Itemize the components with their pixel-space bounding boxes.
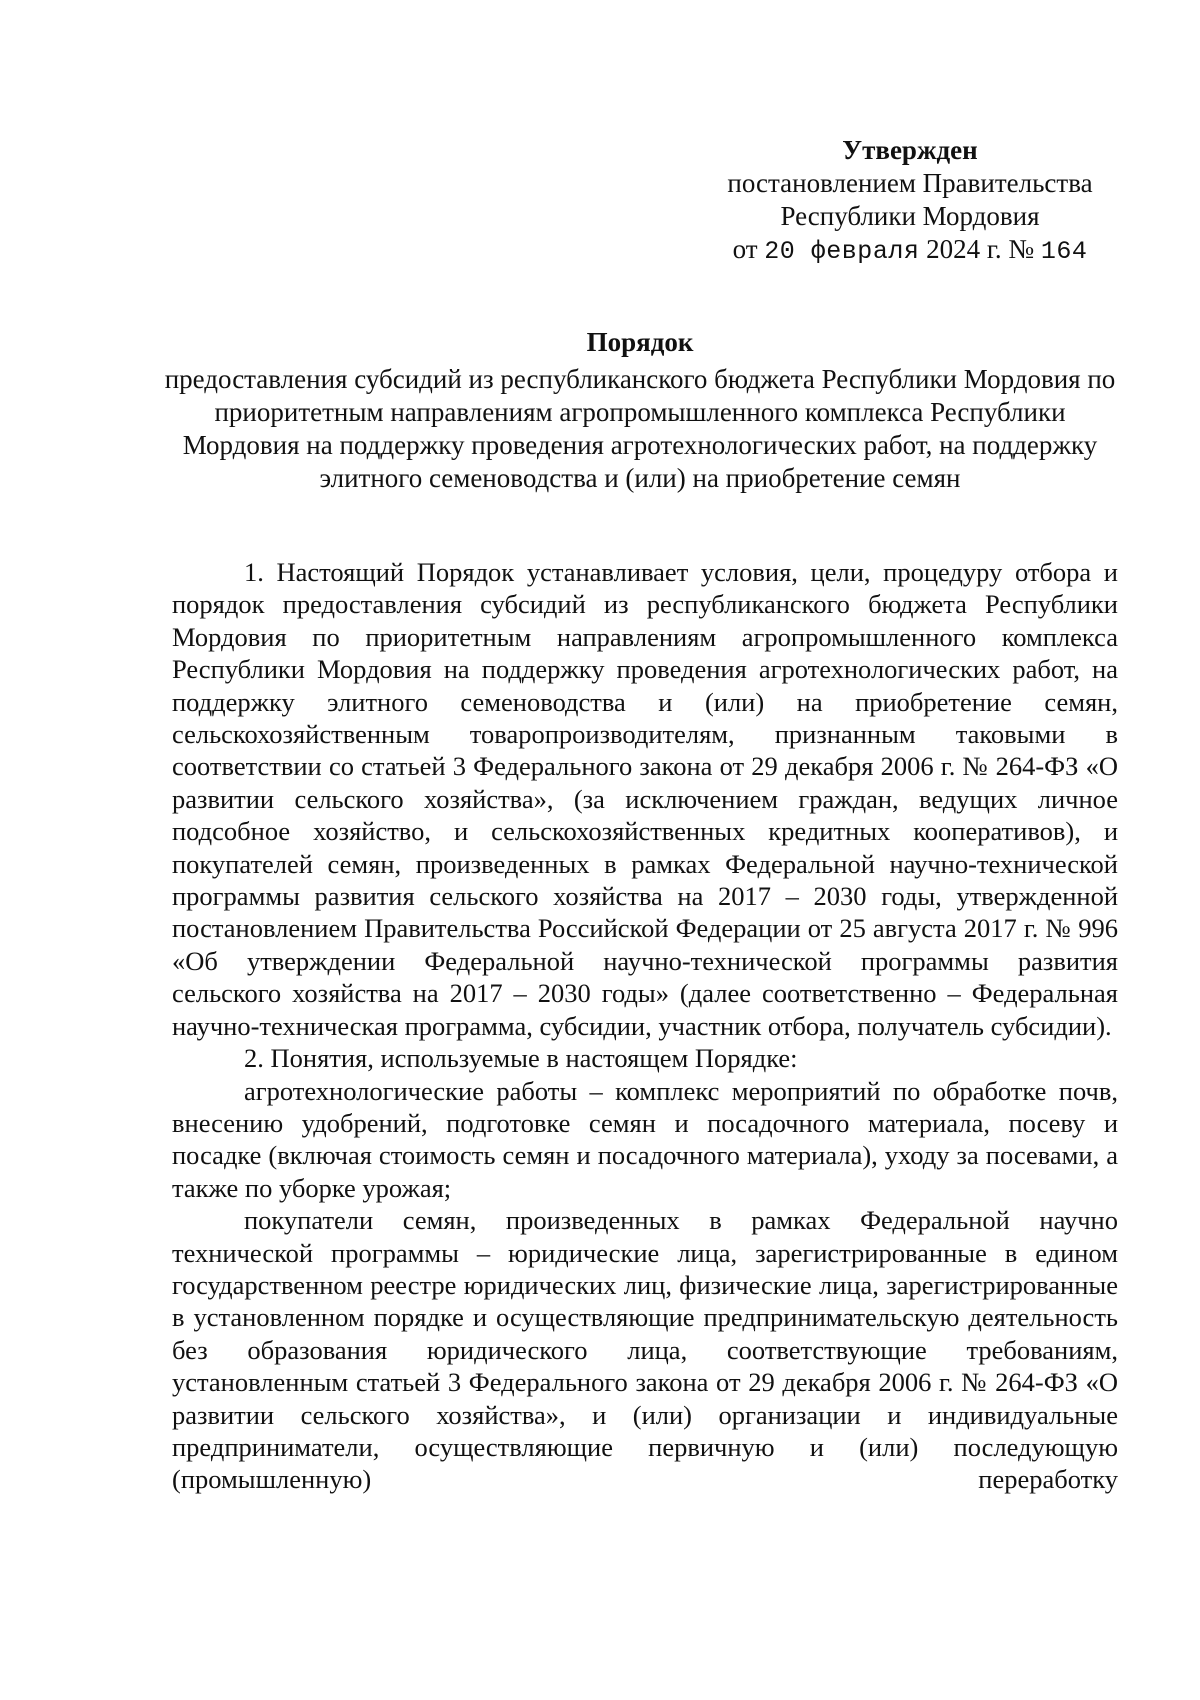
document-heading: Порядок	[586, 327, 694, 357]
document-subtitle: предоставления субсидий из республиканского бюджета Республики Мордовия по приоритетным направлениям агропромышленного комплекса Республики Мордовия на поддержку проведения агротехнологических работ, на поддержку элитного семеноводства и (или) на приобретение семян	[164, 364, 1116, 493]
document-title	[160, 326, 1120, 495]
paragraph-3: агротехнологические работы – комплекс мероприятий по обработке почв, внесению удобрений, подготовке семян и посадочного материала, посеву и посадке (включая стоимость семян и посадочного материала), уходу за посевами, а также по уборке урожая;	[172, 1075, 1118, 1203]
date-year: 2024 г. №	[926, 234, 1035, 264]
approval-date-line	[700, 233, 1120, 268]
paragraph-2: 2. Понятия, используемые в настоящем Порядке:	[244, 1043, 798, 1074]
approval-stamp	[700, 134, 1120, 268]
document-number: 164	[1040, 237, 1088, 266]
document-body	[172, 556, 1118, 1496]
date-typed: 20 февраля	[764, 237, 920, 266]
approval-line-1: постановлением Правительства	[727, 168, 1093, 198]
paragraph-4: покупатели семян, произведенных в рамках Федеральной научно технической программы – юридические лица, зарегистрированные в едином государственном реестре юридических лиц, физические лица, зарегистрированные в установленном порядке и осуществляющие предпринимательскую деятельность без образования юридического лица, соответствующие требованиям, установленным статьей 3 Федерального закона от 29 декабря 2006 г. № 264-ФЗ «О развитии сельского хозяйства», и (или) организации и индивидуальные предприниматели, осуществляющие первичную и (или) последующую (промышленную) переработку	[172, 1205, 1118, 1495]
date-prefix: от	[732, 234, 758, 264]
approval-line-2: Республики Мордовия	[780, 201, 1040, 231]
approval-title: Утвержден	[842, 135, 978, 165]
paragraph-1: 1. Настоящий Порядок устанавливает условия, цели, процедуру отбора и порядок предоставления субсидий из республиканского бюджета Республики Мордовия по приоритетным направлениям агропромышленного комплекса Республики Мордовия на поддержку проведения агротехнологических работ, на поддержку элитного семеноводства и (или) на приобретение семян, сельскохозяйственным товаропроизводителям, признанным таковыми в соответствии со статьей 3 Федерального закона от 29 декабря 2006 г. № 264-ФЗ «О развитии сельского хозяйства», (за исключением граждан, ведущих личное подсобное хозяйство, и сельскохозяйственных кредитных кооперативов), и покупателей семян, произведенных в рамках Федеральной научно-технической программы развития сельского хозяйства на 2017 – 2030 годы, утвержденной постановлением Правительства Российской Федерации от 25 августа 2017 г. № 996 «Об утверждении Федеральной научно-технической программы развития сельского хозяйства на 2017 – 2030 годы» (далее соответственно – Федеральная научно-техническая программа, субсидии, участник отбора, получатель субсидии).	[172, 557, 1118, 1041]
